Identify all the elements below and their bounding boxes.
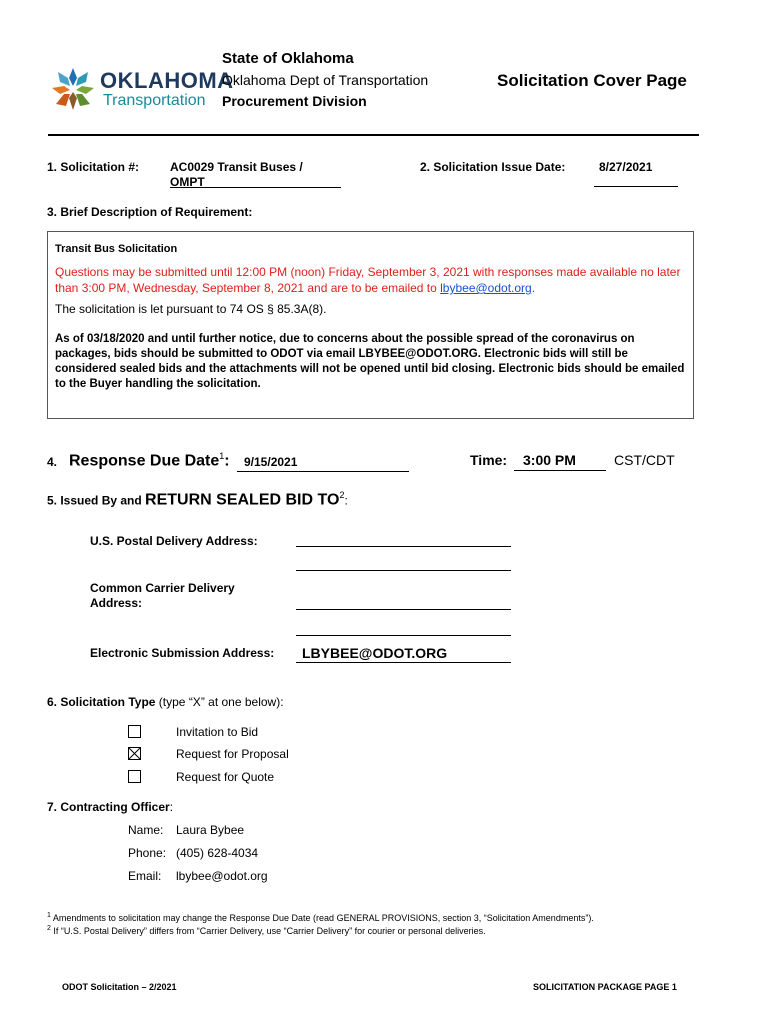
questions-deadline-text <box>55 264 695 296</box>
footer-left: ODOT Solicitation – 2/2021 <box>62 982 177 992</box>
issued-by-label: 5. Issued By and RETURN SEALED BID $TO^2$: <box>47 490 348 509</box>
issue-date-underline <box>594 186 678 187</box>
footnote-1: $^1$ Amendments to solicitation may change the Response Due Date (read GENERAL PROVISIONS, section 3, “Solicitation Amendments”). <box>47 912 594 923</box>
invitation-to-bid-label: Invitation to Bid <box>176 725 259 739</box>
solicitation-type-label: 6. Solicitation Type (type “X” at one below): <box>47 695 284 709</box>
statute-text: The solicitation is let pursuant to 74 OS § 85.3A(8). <box>55 302 327 316</box>
description-label: 3. Brief Description of Requirement: <box>47 205 253 219</box>
questions-end: . <box>531 281 536 295</box>
footer-right: SOLICITATION PACKAGE PAGE 1 <box>533 982 677 992</box>
electronic-address-underline <box>296 662 511 663</box>
officer-email-label: Email: <box>128 869 162 883</box>
solicitation-number-label: 1. Solicitation #: <box>47 160 140 174</box>
logo-subtitle: Transportation <box>103 92 206 109</box>
request-for-proposal-checkbox[interactable] <box>128 747 141 760</box>
postal-address-line-1[interactable] <box>296 546 511 547</box>
carrier-address-line-1[interactable] <box>296 609 511 610</box>
issue-date-value: 8/27/2021 <box>599 160 653 174</box>
questions-text: Questions may be submitted until 12:00 PM (noon) Friday, September 3, 2021 with responses made available no later than 3:00 PM, Wednesday, September 8, 2021 and are to be emailed to <box>55 265 681 295</box>
response-time-label: Time: <box>470 452 508 468</box>
postal-address-label: U.S. Postal Delivery Address: <box>90 534 258 548</box>
carrier-address-label: Common Carrier Delivery Address: <box>90 581 235 610</box>
state-name: State of Oklahoma <box>222 50 354 67</box>
response-due-date-underline <box>237 471 409 472</box>
response-time-value: 3:00 PM <box>523 452 576 468</box>
issue-date-label: 2. Solicitation Issue Date: <box>420 160 566 174</box>
request-for-quote-checkbox[interactable] <box>128 770 141 783</box>
response-due-number: 4. <box>47 455 58 469</box>
timezone-label: CST/CDT <box>614 452 675 468</box>
invitation-to-bid-checkbox[interactable] <box>128 725 141 738</box>
description-heading: Transit Bus Solicitation <box>55 243 178 255</box>
officer-phone-value: (405) 628-4034 <box>176 846 259 860</box>
postal-address-line-2[interactable] <box>296 570 511 571</box>
response-due-label: Response Due Date$^1$: <box>69 451 230 470</box>
request-for-proposal-label: Request for Proposal <box>176 747 289 761</box>
division-name: Procurement Division <box>222 93 367 109</box>
page-title: Solicitation Cover Page <box>497 71 687 90</box>
footnote-2: $^2$ If “U.S. Postal Delivery” differs from “Carrier Delivery, use “Carrier Delivery” for courier or personal deliveries. <box>47 925 486 936</box>
officer-name-label: Name: <box>128 823 164 837</box>
checkbox-x-icon <box>129 748 140 759</box>
officer-email-value: lbybee@odot.org <box>176 869 268 883</box>
response-due-date-value: 9/15/2021 <box>244 455 298 469</box>
request-for-quote-label: Request for Quote <box>176 770 275 784</box>
footnote-ref-2: 2 <box>339 490 345 500</box>
header-divider <box>48 134 699 136</box>
electronic-address-label: Electronic Submission Address: <box>90 646 275 660</box>
solicitation-number-value <box>170 160 341 188</box>
officer-phone-label: Phone: <box>128 846 167 860</box>
description-box <box>47 231 694 419</box>
response-time-underline <box>514 470 606 471</box>
carrier-address-line-2[interactable] <box>296 635 511 636</box>
officer-name-value: Laura Bybee <box>176 823 245 837</box>
odot-logo-mark-icon <box>48 64 98 112</box>
buyer-email-link[interactable]: lbybee@odot.org <box>440 281 532 295</box>
covid-notice: As of 03/18/2020 and until further notice, due to concerns about the possible spread of the coronavirus on packages, bids should be submitted to ODOT via email LBYBEE@ODOT.ORG. Electronic bids will still be considered sealed bids and the attachments will not be opened until bid closing. Electronic bids should be emailed to the Buyer handling the solicitation. <box>55 333 685 390</box>
department-name: Oklahoma Dept of Transportation <box>222 72 429 88</box>
odot-logo <box>48 64 234 114</box>
solicitation-number-line2: OMPT <box>170 175 205 189</box>
electronic-address-value: LBYBEE@ODOT.ORG <box>302 645 448 661</box>
solicitation-number-line1: AC0029 Transit Buses / <box>170 160 303 174</box>
contracting-officer-label: 7. Contracting Officer: <box>47 800 174 814</box>
footnote-ref-1: 1 <box>219 451 225 461</box>
logo-wordmark: OKLAHOMA <box>100 68 234 93</box>
